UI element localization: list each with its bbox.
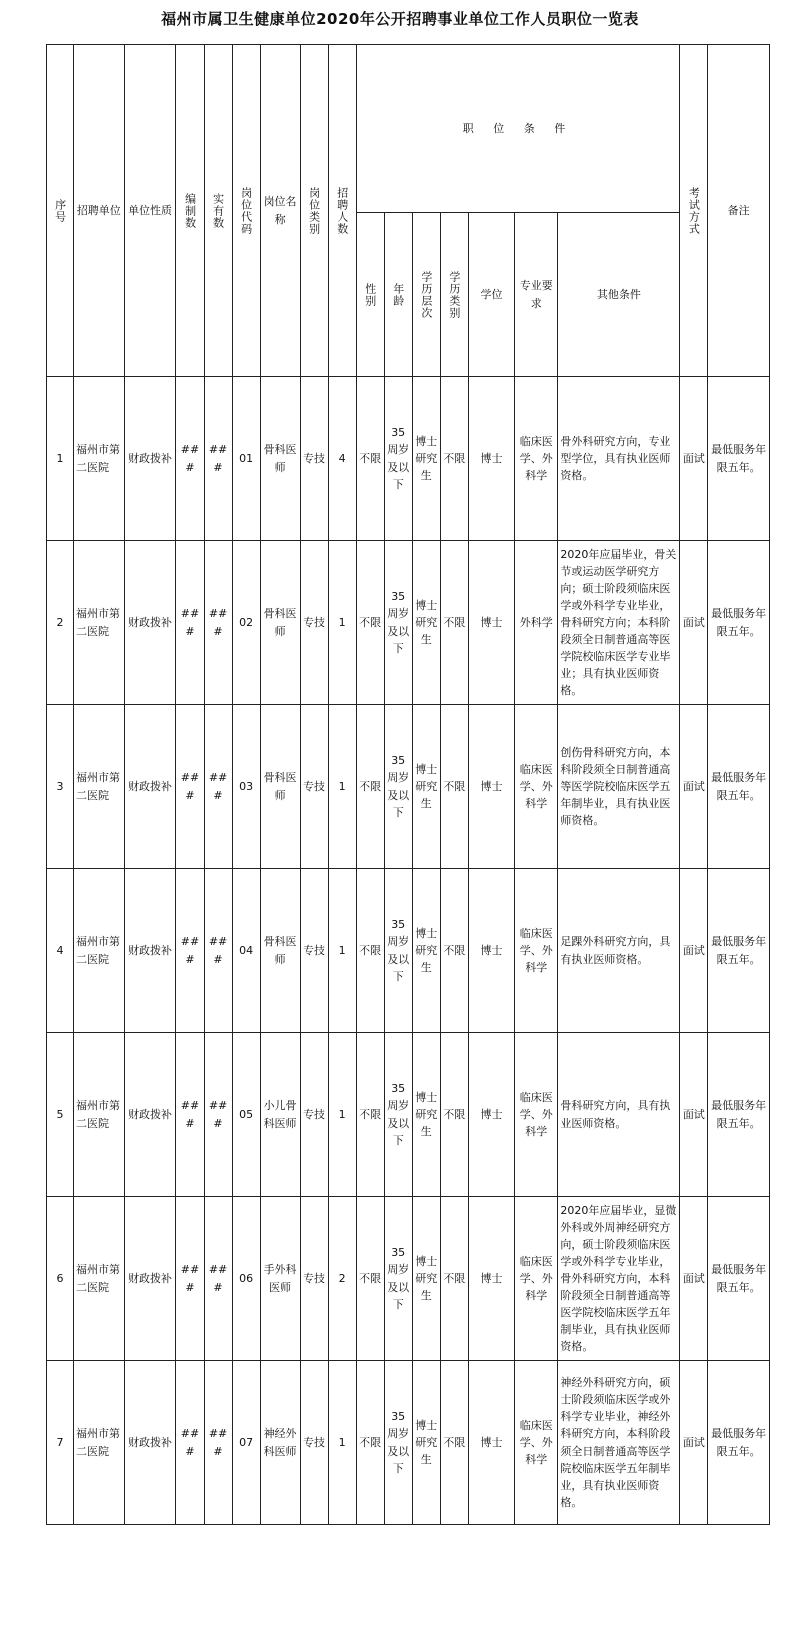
cell-post-type: 专技 (300, 705, 328, 869)
cell-remark: 最低服务年限五年。 (708, 1197, 770, 1361)
cell-post: 神经外科医师 (260, 1361, 300, 1525)
header-edu-type: 学历类别 (440, 213, 468, 377)
cell-actual: ### (204, 541, 232, 705)
cell-degree: 博士 (468, 705, 514, 869)
cell-unit-type: 财政拨补 (124, 377, 176, 541)
cell-exam: 面试 (680, 377, 708, 541)
cell-gender: 不限 (356, 541, 384, 705)
cell-major: 临床医学、外科学 (515, 869, 558, 1033)
cell-quota: ### (176, 1197, 204, 1361)
header-post-type: 岗位类别 (300, 45, 328, 377)
cell-edu: 博士研究生 (412, 541, 440, 705)
cell-code: 01 (232, 377, 260, 541)
table-row (47, 705, 770, 869)
cell-unit: 福州市第二医院 (73, 377, 124, 541)
cell-seq: 4 (47, 869, 74, 1033)
cell-other: 足踝外科研究方向，具有执业医师资格。 (558, 869, 680, 1033)
cell-edu: 博士研究生 (412, 377, 440, 541)
cell-unit: 福州市第二医院 (73, 1361, 124, 1525)
header-exam: 考试方式 (680, 45, 708, 377)
cell-gender: 不限 (356, 1033, 384, 1197)
cell-count: 1 (328, 1361, 356, 1525)
cell-edu-type: 不限 (440, 1033, 468, 1197)
cell-unit: 福州市第二医院 (73, 869, 124, 1033)
cell-unit: 福州市第二医院 (73, 541, 124, 705)
cell-remark: 最低服务年限五年。 (708, 1361, 770, 1525)
cell-post: 手外科医师 (260, 1197, 300, 1361)
cell-post: 骨科医师 (260, 705, 300, 869)
header-post-code: 岗位代码 (232, 45, 260, 377)
cell-major: 临床医学、外科学 (515, 1033, 558, 1197)
cell-edu-type: 不限 (440, 705, 468, 869)
cell-major: 外科学 (515, 541, 558, 705)
cell-code: 03 (232, 705, 260, 869)
cell-degree: 博士 (468, 1033, 514, 1197)
cell-seq: 3 (47, 705, 74, 869)
cell-gender: 不限 (356, 869, 384, 1033)
cell-age: 35周岁及以下 (384, 377, 412, 541)
cell-actual: ### (204, 869, 232, 1033)
header-actual: 实有数 (204, 45, 232, 377)
header-seq: 序号 (47, 45, 74, 377)
cell-edu: 博士研究生 (412, 1033, 440, 1197)
cell-post: 骨科医师 (260, 377, 300, 541)
cell-code: 06 (232, 1197, 260, 1361)
cell-actual: ### (204, 1361, 232, 1525)
cell-code: 05 (232, 1033, 260, 1197)
cell-major: 临床医学、外科学 (515, 377, 558, 541)
table-row (47, 1033, 770, 1197)
page-title: 福州市属卫生健康单位2020年公开招聘事业单位工作人员职位一览表 (161, 10, 639, 28)
cell-age: 35周岁及以下 (384, 541, 412, 705)
header-post-name: 岗位名称 (260, 45, 300, 377)
header-unit-type: 单位性质 (124, 45, 176, 377)
cell-degree: 博士 (468, 1361, 514, 1525)
cell-quota: ### (176, 377, 204, 541)
cell-gender: 不限 (356, 1197, 384, 1361)
cell-exam: 面试 (680, 1033, 708, 1197)
cell-other: 创伤骨科研究方向，本科阶段须全日制普通高等医学院校临床医学五年制毕业，具有执业医师资格。 (558, 705, 680, 869)
cell-unit-type: 财政拨补 (124, 1361, 176, 1525)
positions-table (46, 44, 770, 1525)
cell-unit-type: 财政拨补 (124, 1197, 176, 1361)
cell-actual: ### (204, 1033, 232, 1197)
cell-age: 35周岁及以下 (384, 869, 412, 1033)
cell-count: 1 (328, 705, 356, 869)
cell-other: 2020年应届毕业，显微外科或外周神经研究方向，硕士阶段须临床医学或外科学专业毕业，骨外科研究方向，本科阶段须全日制普通高等医学院校临床医学五年制毕业，具有执业医师资格。 (558, 1197, 680, 1361)
cell-unit-type: 财政拨补 (124, 541, 176, 705)
cell-gender: 不限 (356, 377, 384, 541)
cell-edu: 博士研究生 (412, 1197, 440, 1361)
header-age: 年龄 (384, 213, 412, 377)
cell-actual: ### (204, 705, 232, 869)
cell-remark: 最低服务年限五年。 (708, 705, 770, 869)
cell-post: 骨科医师 (260, 869, 300, 1033)
header-quota: 编制数 (176, 45, 204, 377)
header-remark: 备注 (708, 45, 770, 377)
cell-edu-type: 不限 (440, 1361, 468, 1525)
cell-post-type: 专技 (300, 541, 328, 705)
cell-exam: 面试 (680, 705, 708, 869)
cell-edu-type: 不限 (440, 869, 468, 1033)
header-gender: 性别 (356, 213, 384, 377)
cell-count: 2 (328, 1197, 356, 1361)
header-major: 专业要求 (515, 213, 558, 377)
cell-major: 临床医学、外科学 (515, 705, 558, 869)
cell-exam: 面试 (680, 869, 708, 1033)
cell-degree: 博士 (468, 541, 514, 705)
header-unit: 招聘单位 (73, 45, 124, 377)
table-row (47, 1197, 770, 1361)
cell-unit: 福州市第二医院 (73, 705, 124, 869)
cell-edu-type: 不限 (440, 541, 468, 705)
cell-degree: 博士 (468, 1197, 514, 1361)
cell-count: 1 (328, 1033, 356, 1197)
cell-exam: 面试 (680, 541, 708, 705)
cell-actual: ### (204, 1197, 232, 1361)
cell-gender: 不限 (356, 705, 384, 869)
cell-remark: 最低服务年限五年。 (708, 1033, 770, 1197)
cell-quota: ### (176, 869, 204, 1033)
cell-quota: ### (176, 1033, 204, 1197)
cell-age: 35周岁及以下 (384, 1033, 412, 1197)
table-row (47, 869, 770, 1033)
cell-other: 神经外科研究方向，硕士阶段须临床医学或外科学专业毕业，神经外科研究方向，本科阶段须全日制普通高等医学院校临床医学五年制毕业，具有执业医师资格。 (558, 1361, 680, 1525)
header-count: 招聘人数 (328, 45, 356, 377)
cell-remark: 最低服务年限五年。 (708, 541, 770, 705)
cell-unit-type: 财政拨补 (124, 705, 176, 869)
cell-degree: 博士 (468, 377, 514, 541)
cell-actual: ### (204, 377, 232, 541)
cell-code: 04 (232, 869, 260, 1033)
cell-post: 小儿骨科医师 (260, 1033, 300, 1197)
cell-major: 临床医学、外科学 (515, 1361, 558, 1525)
cell-edu-type: 不限 (440, 1197, 468, 1361)
cell-unit-type: 财政拨补 (124, 1033, 176, 1197)
cell-post-type: 专技 (300, 1033, 328, 1197)
header-conditions: 职 位 条 件 (356, 45, 680, 213)
cell-edu: 博士研究生 (412, 869, 440, 1033)
cell-post-type: 专技 (300, 377, 328, 541)
cell-other: 骨外科研究方向，专业型学位，具有执业医师资格。 (558, 377, 680, 541)
cell-quota: ### (176, 1361, 204, 1525)
cell-remark: 最低服务年限五年。 (708, 377, 770, 541)
cell-count: 1 (328, 869, 356, 1033)
header-edu-level: 学历层次 (412, 213, 440, 377)
cell-other: 骨科研究方向，具有执业医师资格。 (558, 1033, 680, 1197)
cell-major: 临床医学、外科学 (515, 1197, 558, 1361)
cell-count: 4 (328, 377, 356, 541)
cell-post-type: 专技 (300, 1361, 328, 1525)
header-degree: 学位 (468, 213, 514, 377)
cell-exam: 面试 (680, 1197, 708, 1361)
cell-age: 35周岁及以下 (384, 1361, 412, 1525)
cell-post: 骨科医师 (260, 541, 300, 705)
cell-edu-type: 不限 (440, 377, 468, 541)
cell-seq: 1 (47, 377, 74, 541)
cell-code: 02 (232, 541, 260, 705)
cell-degree: 博士 (468, 869, 514, 1033)
cell-edu: 博士研究生 (412, 705, 440, 869)
cell-remark: 最低服务年限五年。 (708, 869, 770, 1033)
cell-exam: 面试 (680, 1361, 708, 1525)
cell-seq: 7 (47, 1361, 74, 1525)
cell-seq: 2 (47, 541, 74, 705)
header-other: 其他条件 (558, 213, 680, 377)
cell-post-type: 专技 (300, 1197, 328, 1361)
cell-code: 07 (232, 1361, 260, 1525)
cell-edu: 博士研究生 (412, 1361, 440, 1525)
cell-unit-type: 财政拨补 (124, 869, 176, 1033)
cell-quota: ### (176, 541, 204, 705)
cell-other: 2020年应届毕业，骨关节或运动医学研究方向；硕士阶段须临床医学或外科学专业毕业，骨科研究方向；本科阶段须全日制普通高等医学院校临床医学专业毕业；具有执业医师资格。 (558, 541, 680, 705)
table-row (47, 377, 770, 541)
cell-unit: 福州市第二医院 (73, 1197, 124, 1361)
cell-seq: 5 (47, 1033, 74, 1197)
cell-age: 35周岁及以下 (384, 1197, 412, 1361)
table-row (47, 1361, 770, 1525)
table-row (47, 541, 770, 705)
cell-unit: 福州市第二医院 (73, 1033, 124, 1197)
cell-quota: ### (176, 705, 204, 869)
cell-post-type: 专技 (300, 869, 328, 1033)
cell-count: 1 (328, 541, 356, 705)
cell-seq: 6 (47, 1197, 74, 1361)
cell-age: 35周岁及以下 (384, 705, 412, 869)
cell-gender: 不限 (356, 1361, 384, 1525)
